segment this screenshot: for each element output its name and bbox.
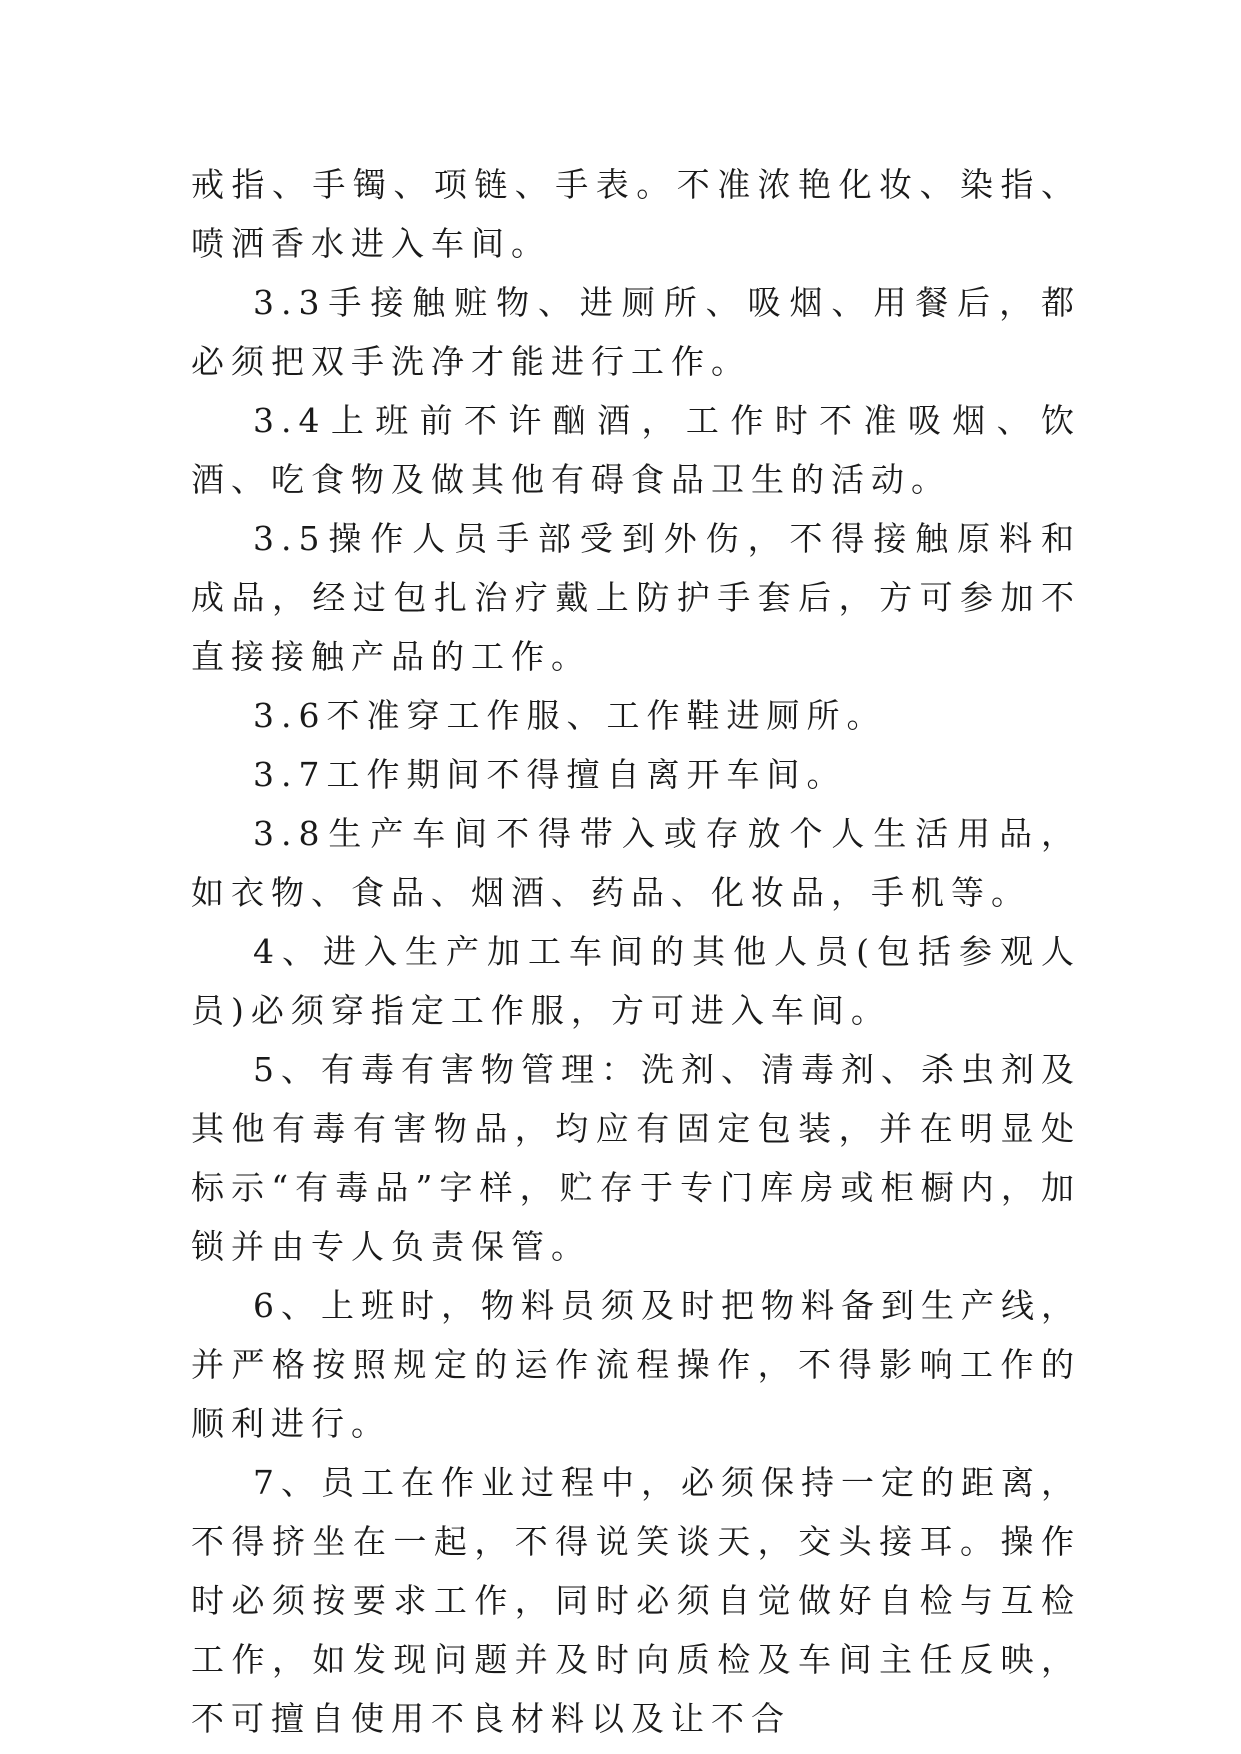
paragraph-3-4: 3.4上班前不许酗酒，工作时不准吸烟、饮酒、吃食物及做其他有碍食品卫生的活动。 [191,401,1081,499]
paragraph-5: 5、有毒有害物管理：洗剂、清毒剂、杀虫剂及其他有毒有害物品，均应有固定包装，并在明显处标示“有毒品”字样，贮存于专门库房或柜橱内，加锁并由专人负责保管。 [191,1050,1081,1266]
paragraph-4: 4、进入生产加工车间的其他人员(包括参观人员)必须穿指定工作服，方可进入车间。 [191,932,1081,1030]
paragraph-3-7: 3.7工作期间不得擅自离开车间。 [253,755,847,794]
paragraph-3-6: 3.6不准穿工作服、工作鞋进厕所。 [253,696,887,735]
paragraph-3-8: 3.8生产车间不得带入或存放个人生活用品，如衣物、食品、烟酒、药品、化妆品，手机等。 [191,814,1081,912]
paragraph-continuation: 戒指、手镯、项链、手表。不准浓艳化妆、染指、喷洒香水进入车间。 [191,165,1081,263]
paragraph-3-5: 3.5操作人员手部受到外伤，不得接触原料和成品，经过包扎治疗戴上防护手套后，方可参加不直接接触产品的工作。 [191,519,1081,676]
paragraph-7: 7、员工在作业过程中，必须保持一定的距离，不得挤坐在一起，不得说笑谈天，交头接耳。操作时必须按要求工作，同时必须自觉做好自检与互检工作，如发现问题并及时向质检及车间主任反映，不可擅自使用不良材料以及让不合 [191,1463,1081,1738]
paragraph-3-3: 3.3手接触赃物、进厕所、吸烟、用餐后，都必须把双手洗净才能进行工作。 [191,283,1081,381]
paragraph-6: 6、上班时，物料员须及时把物料备到生产线，并严格按照规定的运作流程操作，不得影响工作的顺利进行。 [191,1286,1081,1443]
